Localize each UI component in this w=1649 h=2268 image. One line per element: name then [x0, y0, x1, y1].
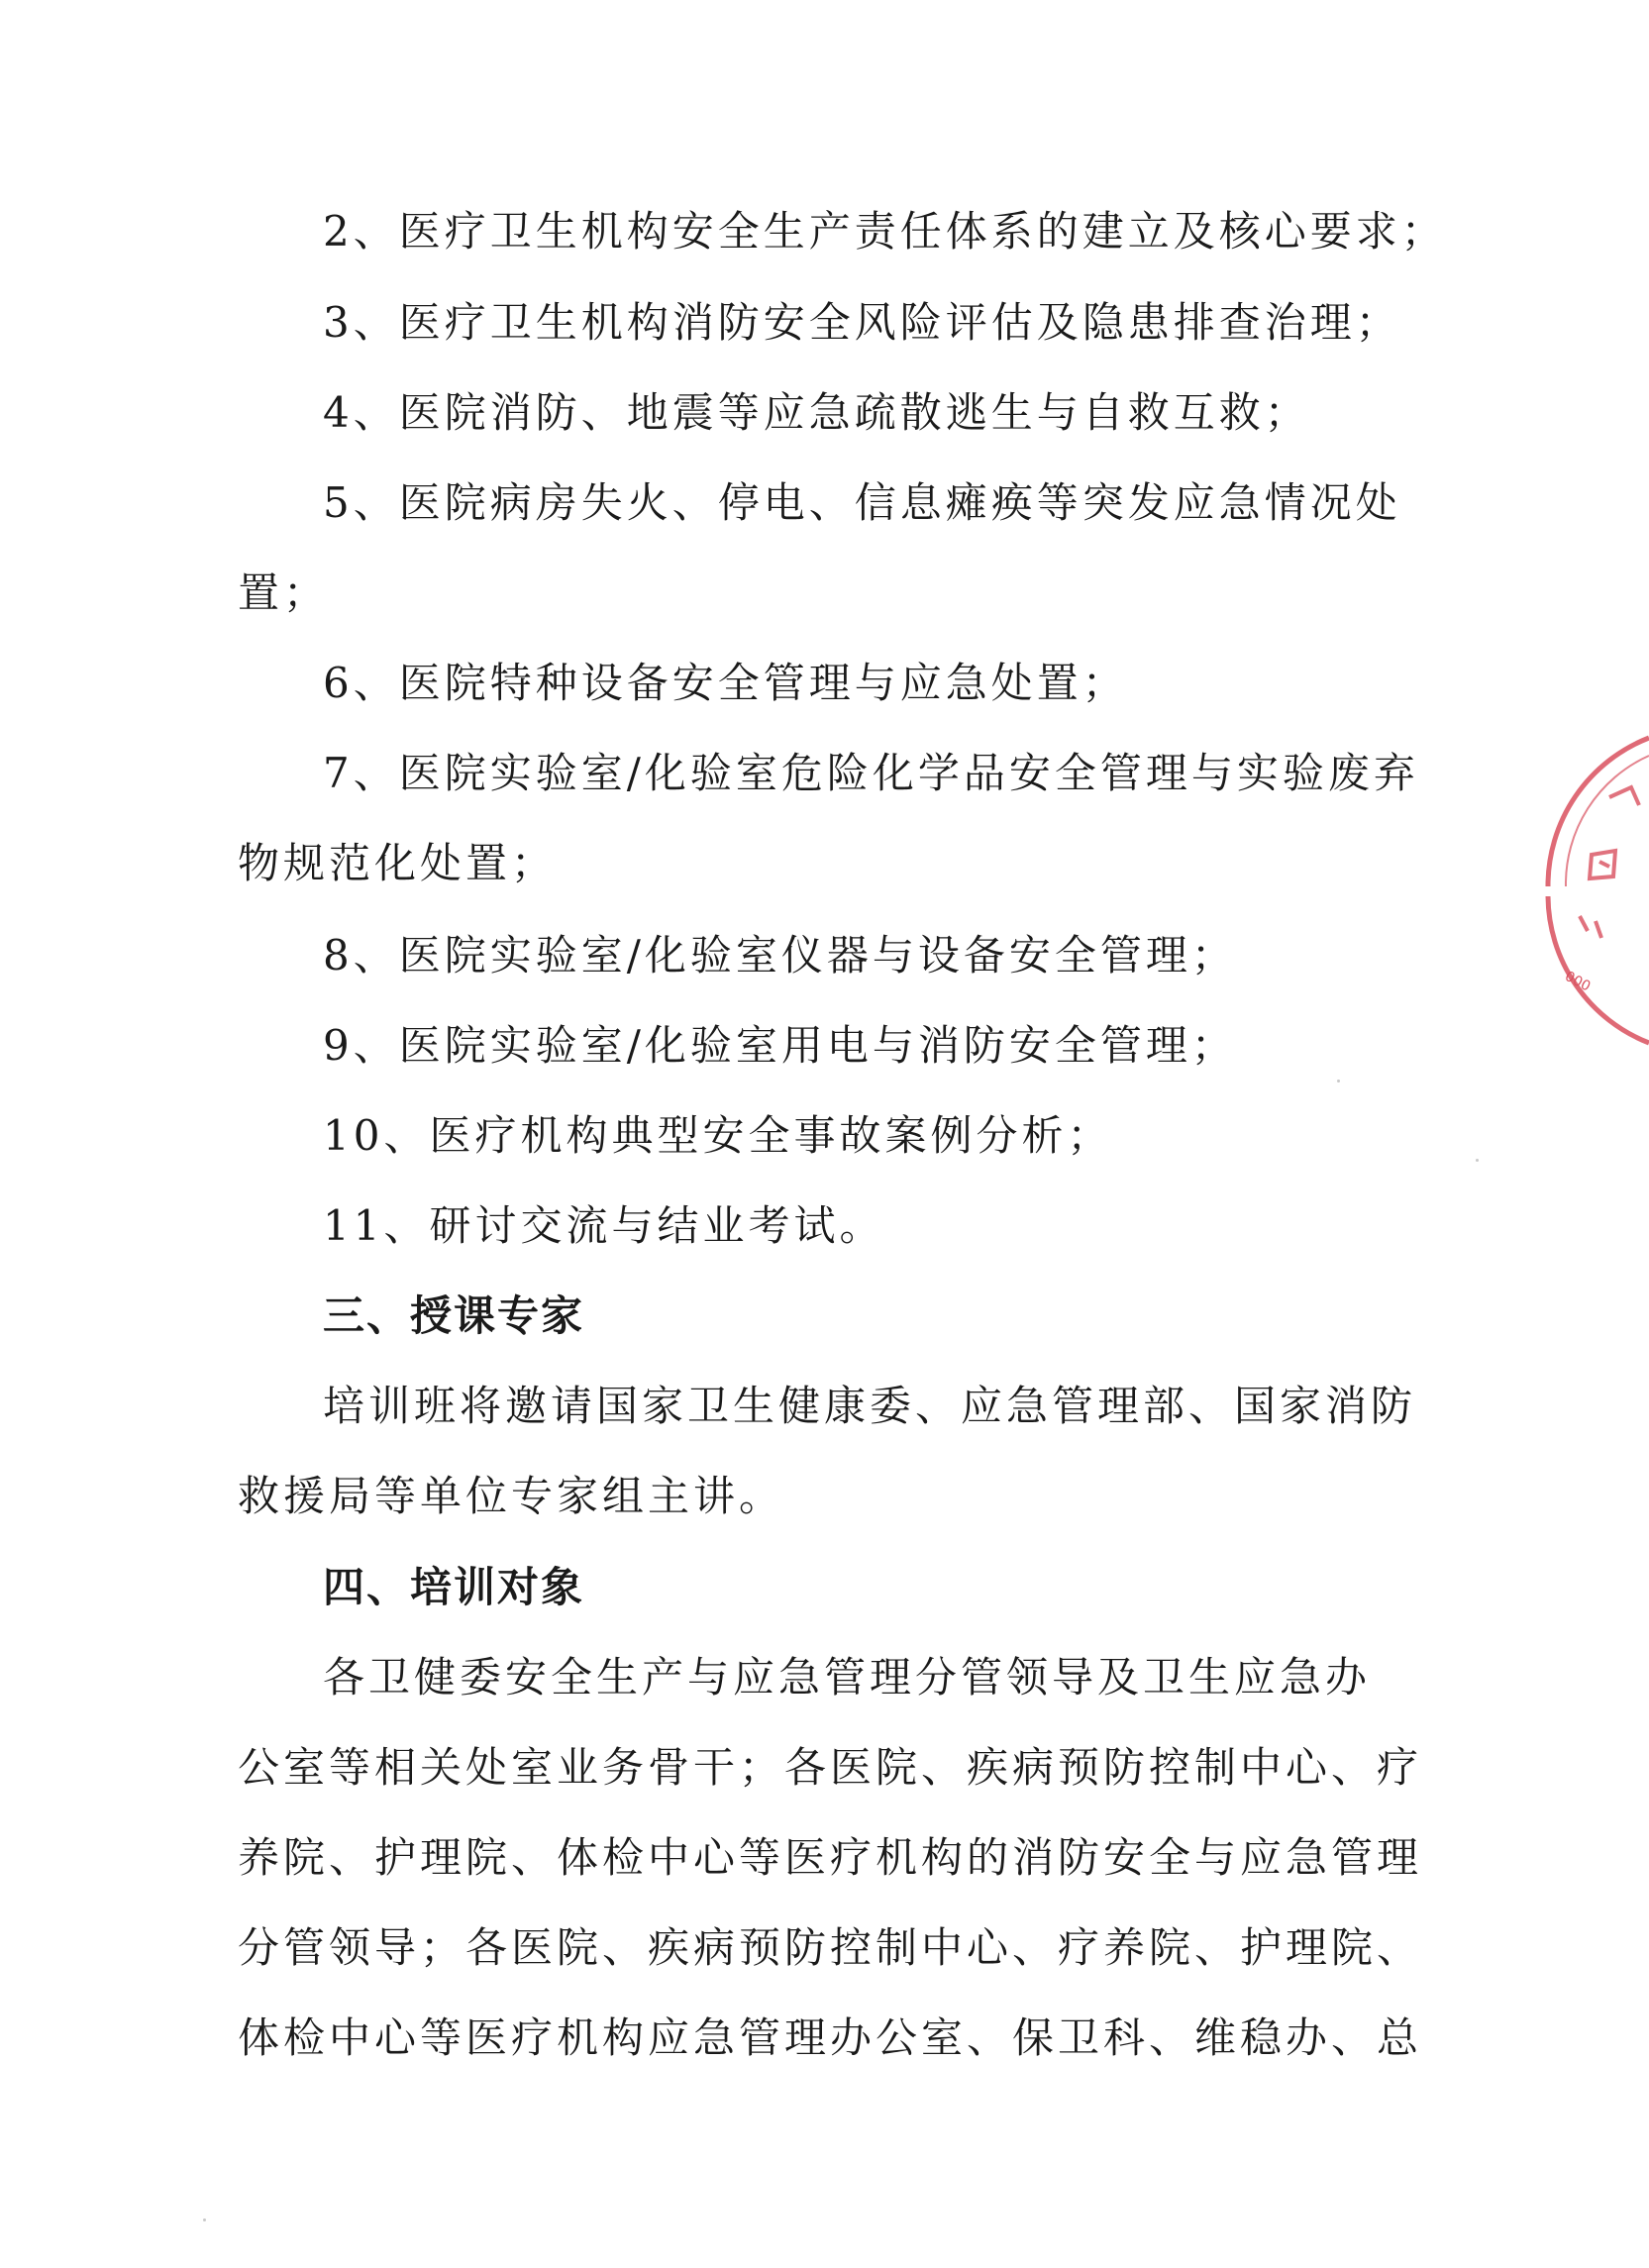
audience-paragraph-line-2: 公室等相关处室业务骨干；各医院、疾病预防控制中心、疗	[238, 1743, 1423, 1792]
list-item-10: 10、医疗机构典型安全事故案例分析；	[323, 1111, 1113, 1160]
list-item-6: 6、医院特种设备安全管理与应急处置；	[323, 659, 1128, 707]
section-heading-audience: 四、培训对象	[323, 1563, 585, 1611]
list-item-5-continued: 置；	[238, 568, 330, 617]
seal-text-fragment: 000	[1562, 968, 1594, 995]
list-item-7-continued: 物规范化处置；	[238, 839, 558, 887]
scan-speck	[1337, 1080, 1340, 1082]
lecturers-paragraph-line-1: 培训班将邀请国家卫生健康委、应急管理部、国家消防	[323, 1382, 1417, 1430]
list-item-9: 9、医院实验室/化验室用电与消防安全管理；	[323, 1021, 1237, 1070]
list-item-4: 4、医院消防、地震等应急疏散逃生与自救互救；	[323, 388, 1310, 437]
list-item-2: 2、医疗卫生机构安全生产责任体系的建立及核心要求；	[323, 207, 1447, 256]
list-item-8: 8、医院实验室/化验室仪器与设备安全管理；	[323, 931, 1237, 979]
audience-paragraph-line-3: 养院、护理院、体检中心等医疗机构的消防安全与应急管理	[238, 1833, 1423, 1882]
section-heading-lecturers: 三、授课专家	[323, 1291, 585, 1340]
scan-speck	[203, 2218, 206, 2221]
audience-paragraph-line-1: 各卫健委安全生产与应急管理分管领导及卫生应急办	[323, 1653, 1372, 1701]
list-item-11: 11、研讨交流与结业考试。	[323, 1201, 885, 1250]
list-item-5: 5、医院病房失火、停电、信息瘫痪等突发应急情况处	[323, 478, 1401, 527]
scan-speck	[1476, 1159, 1479, 1162]
lecturers-paragraph-line-2: 救援局等单位专家组主讲。	[238, 1472, 785, 1520]
audience-paragraph-line-4: 分管领导；各医院、疾病预防控制中心、疗养院、护理院、	[238, 1923, 1423, 1972]
audience-paragraph-line-5: 体检中心等医疗机构应急管理办公室、保卫科、维稳办、总	[238, 2013, 1423, 2062]
list-item-3: 3、医疗卫生机构消防安全风险评估及隐患排查治理；	[323, 298, 1401, 347]
official-seal-fragment	[1540, 728, 1649, 1055]
list-item-7: 7、医院实验室/化验室危险化学品安全管理与实验废弃	[323, 749, 1419, 797]
